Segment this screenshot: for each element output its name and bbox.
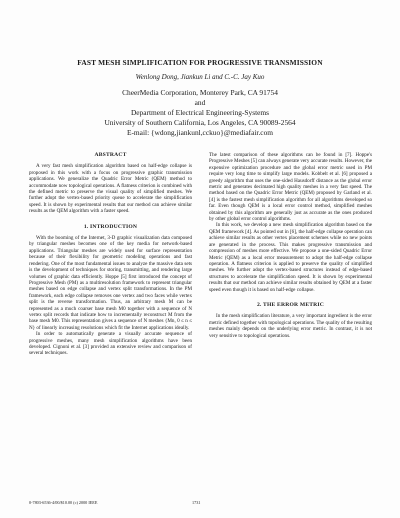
body-paragraph: The latest comparison of these algorithms can be found in [7]. Hoppe's Progressive Meshes [5] can always generate very accurate results. However, the expensive optimization procedure and the global error metric used in PM require very long time to simplify large models. Kobbelt et al. [6] proposed a greedy algorithm that uses the one-sided Hausdorff distance as the global error metric and generates decimated high quality meshes in a very fast speed. The method based on the Quadric Error Metric (QEM) proposed by Garland et al. [4] is the fastest mesh simplification algorithm for all algorithms developed so far. Even though QEM is a local error control method, simplified meshes obtained by this algorithm are generally just as accurate as the ones produced by other global error control algorithms. [209,152,373,223]
affiliation-line: University of Southern California, Los Angeles, CA 90089-2564 [104,118,296,127]
introduction-heading: 1. INTRODUCTION [83,223,138,230]
affiliation-line: Department of Electrical Engineering-Systems [130,108,270,117]
right-column [209,152,372,339]
affiliation-block [0,88,400,138]
author-list: Wenlong Dong, Jiankun Li and C.-C. Jay Kuo [135,73,265,81]
affiliation-line: CheerMedia Corporation, Monterey Park, CA 91754 [122,88,278,97]
error-metric-paragraph: In the mesh simplification literature, a very important ingredient is the error metric defined together with topological operations. The quality of the resulting meshes mainly depends on the underlying error metric. In contrast, it is not very sensitive to topological operations. [209,313,372,339]
introduction-paragraph: With the booming of the Internet, 3-D graphic visualization data composed by triangular meshes becomes one of the key media for network-based applications. Triangular meshes are widely used for surface representation because of their flexibility for geometric modeling operations and fast rendering. One of the most fundamental issues to analyze the massive data sets is the development of techniques for storing, transmitting, and rendering large volumes of graphic data efficiently. Hoppe [5] first introduced the concept of Progressive Mesh (PM) as a multiresolution framework to represent triangular meshes based on edge collapse and vertex split transformations. In the PM framework, each edge collapse removes one vertex and two faces while vertex split is the reverse transformation. Thus, an arbitrary mesh M can be represented as a much coarser base mesh M0 together with a sequence of N vertex split records that indicate how to incrementally reconstruct M from the base mesh M0. This representation gives a sequence of N meshes {Mn, 0 ≤ n ≤ N} of linearly increasing resolutions which fit the Internet applications ideally. [29,235,192,331]
abstract-text: A very fast mesh simplification algorithm based on half-edge collapse is proposed in this work with a focus on progressive graphic transmission applications. We generalize the Quadric Error Metric (QEM) method to accommodate now topological operations. A flatness criterion is combined with the defined metric to preserve the visual quality of simplified meshes. We further adopt the vertex-based priority queue to accelerate the simplification speed. It is shown by experimental results that our method can achieve similar results as the QEM algorithm with a faster speed. [29,163,192,215]
abstract-heading: ABSTRACT [94,152,127,158]
introduction-paragraph: In order to automatically generate a visually accurate sequence of progressive meshes, many mesh simplification algorithms have been developed. Cignoni et al. [3] provided an extensive review and comparison of several techniques. [29,331,192,357]
left-column [29,152,192,357]
affiliation-line: and [194,98,206,107]
copyright-footer: 0-7803-6536-4/00/$10.00 (c) 2000 IEEE [29,500,98,505]
page-number: 1731 [192,500,201,505]
error-metric-heading: 2. THE ERROR METRIC [256,301,325,308]
paper-title: FAST MESH SIMPLIFICATION FOR PROGRESSIVE TRANSMISSION [77,58,323,67]
email-line: E-mail: {wdong,jiankunl,cckuo}@mediafair.com [126,128,274,137]
body-paragraph: In this work, we develop a new mesh simplification algorithm based on the QEM framework [4]. As pointed out in [6], the half-edge collapse operation can achieve similar results as other vertex placement schemes while no new points are generated in the process. This makes progressive transmission and compression of meshes more effective. We propose a one-sided Quadric Error Metric (QEM) as a local error measurement to adopt the half-edge collapse operation. A flatness criterion is applied to preserve the quality of simplified meshes. We further adopt the vertex-based structures instead of edge-based structures to accelerate the simplification speed. It is shown by experimental results that our method can achieve similar results obtained by QEM at a faster speed even though it is based on half-edge collapse. [209,222,372,293]
